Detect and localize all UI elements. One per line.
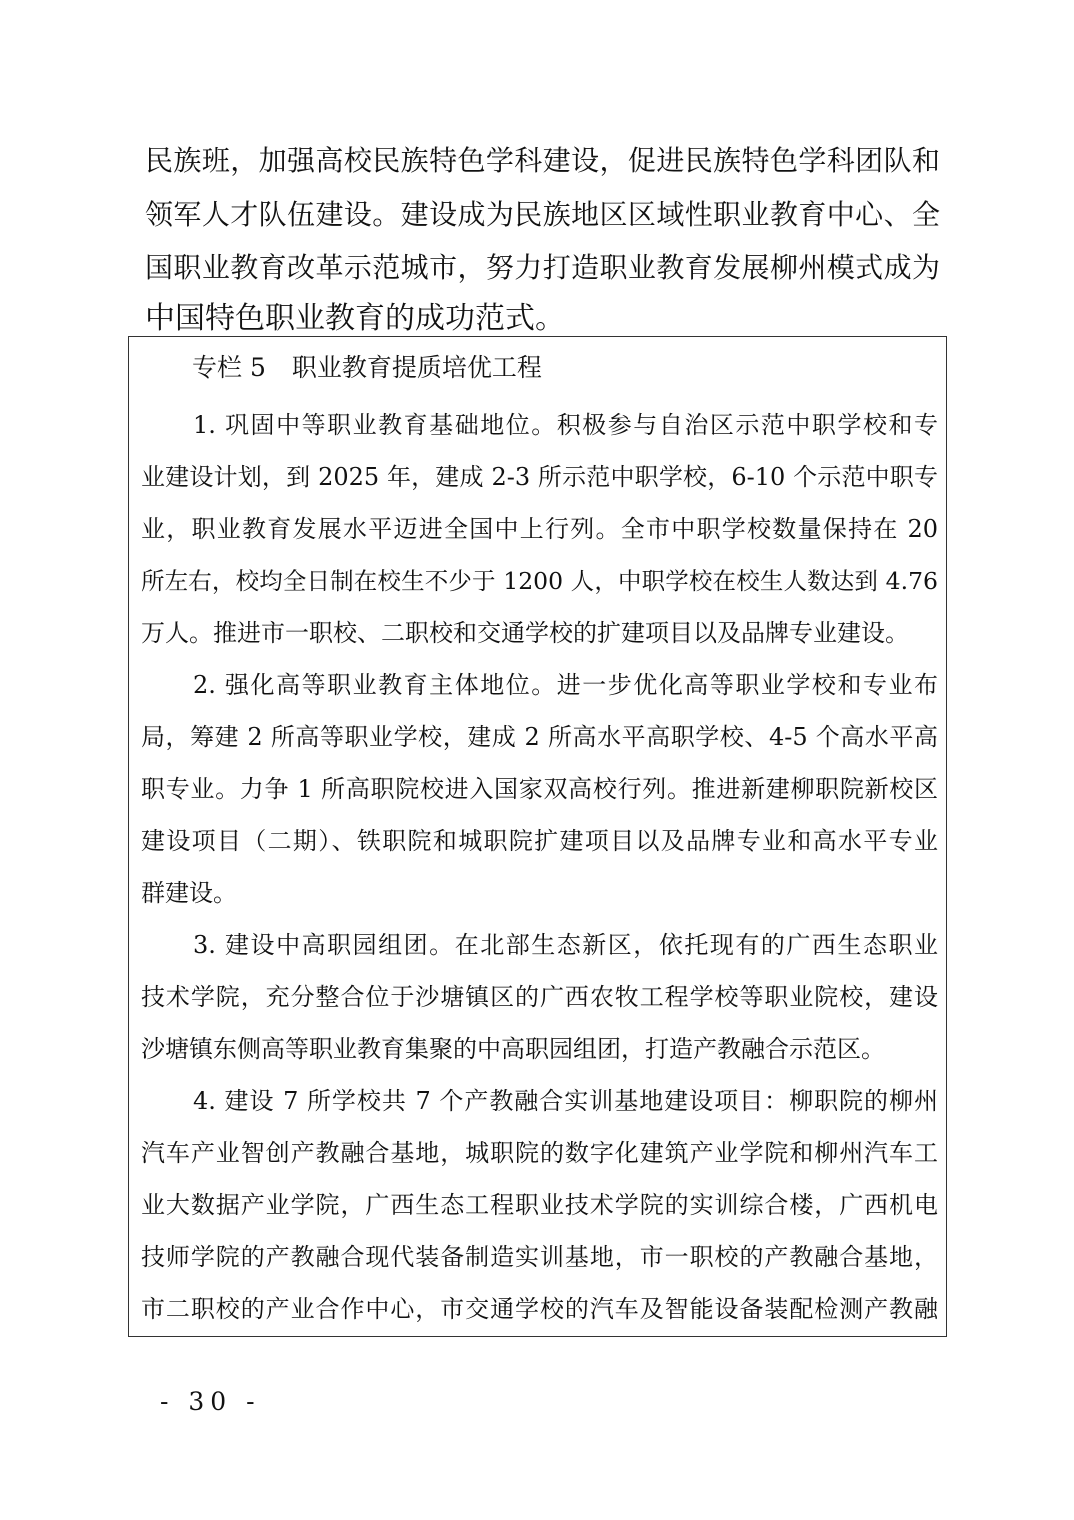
column-line: 2. 强化高等职业教育主体地位。进一步优化高等职业学校和专业布 [193,671,938,699]
column-line: 3. 建设中高职园组团。在北部生态新区，依托现有的广西生态职业 [193,931,938,959]
column-line: 汽车产业智创产教融合基地，城职院的数字化建筑产业学院和柳州汽车工 [141,1139,938,1167]
column-line: 1. 巩固中等职业教育基础地位。积极参与自治区示范中职学校和专 [193,411,938,439]
column-line: 业大数据产业学院，广西生态工程职业技术学院的实训综合楼，广西机电 [141,1191,938,1219]
column-line: 业建设计划，到 2025 年，建成 2-3 所示范中职学校，6-10 个示范中职专 [141,463,938,491]
intro-line-1: 民族班，加强高校民族特色学科建设，促进民族特色学科团队和 [145,144,940,177]
intro-line-2: 领军人才队伍建设。建设成为民族地区区域性职业教育中心、全 [145,198,940,231]
column-line: 局，筹建 2 所高等职业学校，建成 2 所高水平高职学校、4-5 个高水平高 [141,723,938,751]
page-number: - 30 - [160,1387,261,1416]
column-line: 技术学院，充分整合位于沙塘镇区的广西农牧工程学校等职业院校，建设 [141,983,938,1011]
column-line: 4. 建设 7 所学校共 7 个产教融合实训基地建设项目：柳职院的柳州 [193,1087,938,1115]
column-line: 所左右，校均全日制在校生不少于 1200 人，中职学校在校生人数达到 4.76 [141,567,938,595]
column-line: 业，职业教育发展水平迈进全国中上行列。全市中职学校数量保持在 20 [141,515,938,543]
column-line: 市二职校的产业合作中心，市交通学校的汽车及智能设备装配检测产教融 [141,1295,938,1323]
column-line: 技师学院的产教融合现代装备制造实训基地，市一职校的产教融合基地， [141,1243,938,1271]
column-heading: 职业教育提质培优工程 [291,353,542,382]
column-line: 群建设。 [141,879,237,907]
column-line: 沙塘镇东侧高等职业教育集聚的中高职园组团，打造产教融合示范区。 [141,1035,885,1063]
column-line: 职专业。力争 1 所高职院校进入国家双高校行列。推进新建柳职院新校区 [141,775,938,803]
column-label: 专栏 5 [192,353,266,382]
intro-line-3: 国职业教育改革示范城市，努力打造职业教育发展柳州模式成为 [145,251,940,284]
column-title [192,350,542,386]
column-line: 建设项目（二期）、铁职院和城职院扩建项目以及品牌专业和高水平专业 [141,827,938,855]
intro-line-4: 中国特色职业教育的成功范式。 [145,301,565,336]
column-line: 万人。推进市一职校、二职校和交通学校的扩建项目以及品牌专业建设。 [141,619,909,647]
